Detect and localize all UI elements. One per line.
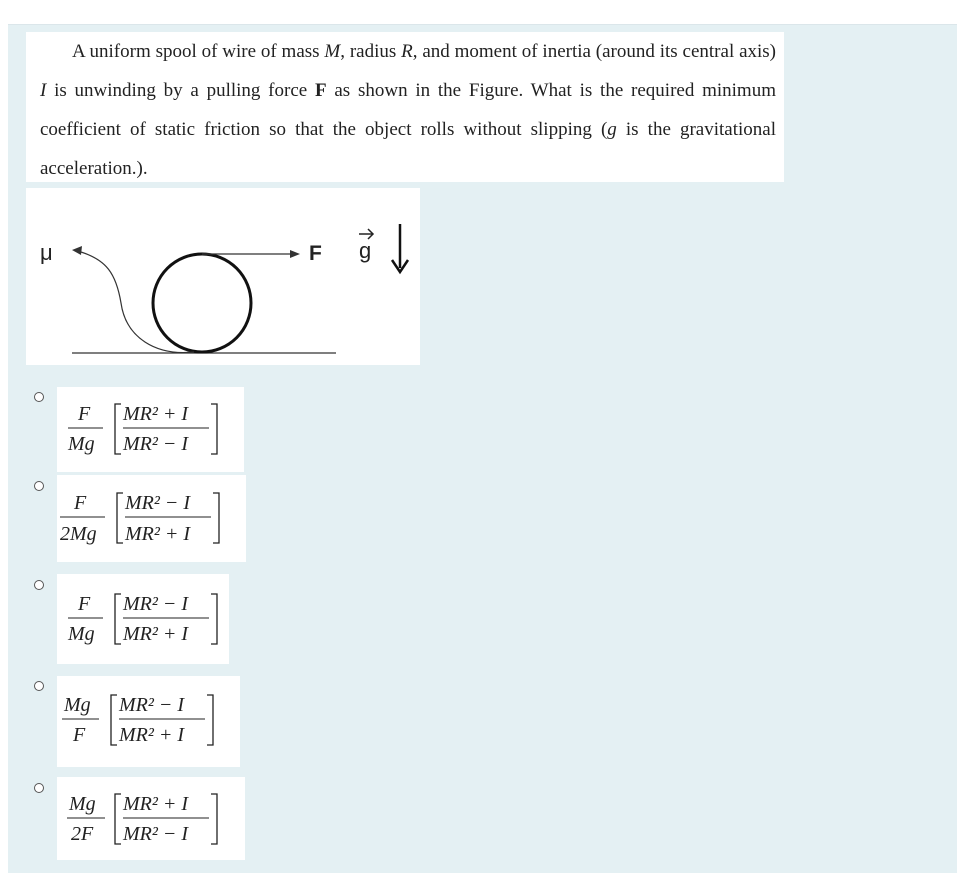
option-3-radio[interactable] [34, 580, 44, 590]
option-2[interactable] [57, 475, 246, 562]
option-1[interactable] [57, 387, 244, 472]
option-1-numerator: F [78, 403, 91, 425]
option-2-numerator: F [74, 492, 87, 514]
wire-curve [81, 252, 194, 353]
force-arrowhead [290, 250, 300, 258]
option-5-radio[interactable] [34, 783, 44, 793]
option-1-radio[interactable] [34, 392, 44, 402]
option-3-bottom: MR² + I [123, 623, 189, 645]
gravity-label: g [359, 238, 372, 263]
option-2-radio[interactable] [34, 481, 44, 491]
option-2-bottom: MR² + I [125, 523, 191, 545]
option-4-radio[interactable] [34, 681, 44, 691]
option-5[interactable] [57, 777, 245, 860]
option-4[interactable] [57, 676, 240, 767]
mu-label: μ [40, 240, 53, 265]
option-3-top: MR² − I [123, 593, 189, 615]
option-4-bottom: MR² + I [119, 724, 185, 746]
option-1-denominator: Mg [68, 433, 95, 455]
question-text: A uniform spool of wire of mass M, radius R, and moment of inertia (around its central axis) I is unwinding by a pulling force F as shown in the Figure. What is the required minimum coefficient of static friction so that the object rolls without slipping (g is the gravitational acceleration.). [26, 32, 784, 182]
option-3-numerator: F [78, 593, 91, 615]
option-4-denominator: F [73, 724, 86, 746]
spool-circle [153, 254, 251, 352]
mu-arrowhead [72, 246, 82, 255]
option-1-top: MR² + I [123, 403, 189, 425]
option-5-top: MR² + I [123, 793, 189, 815]
option-5-numerator: Mg [69, 793, 96, 815]
option-4-top: MR² − I [119, 694, 185, 716]
option-2-top: MR² − I [125, 492, 191, 514]
option-2-denominator: 2Mg [60, 523, 97, 545]
spool-figure [26, 188, 420, 365]
option-5-denominator: 2F [71, 823, 94, 845]
option-3[interactable] [57, 574, 229, 664]
option-1-bottom: MR² − I [123, 433, 189, 455]
option-3-denominator: Mg [68, 623, 95, 645]
force-label: F [309, 242, 322, 265]
option-5-bottom: MR² − I [123, 823, 189, 845]
option-4-numerator: Mg [64, 694, 91, 716]
